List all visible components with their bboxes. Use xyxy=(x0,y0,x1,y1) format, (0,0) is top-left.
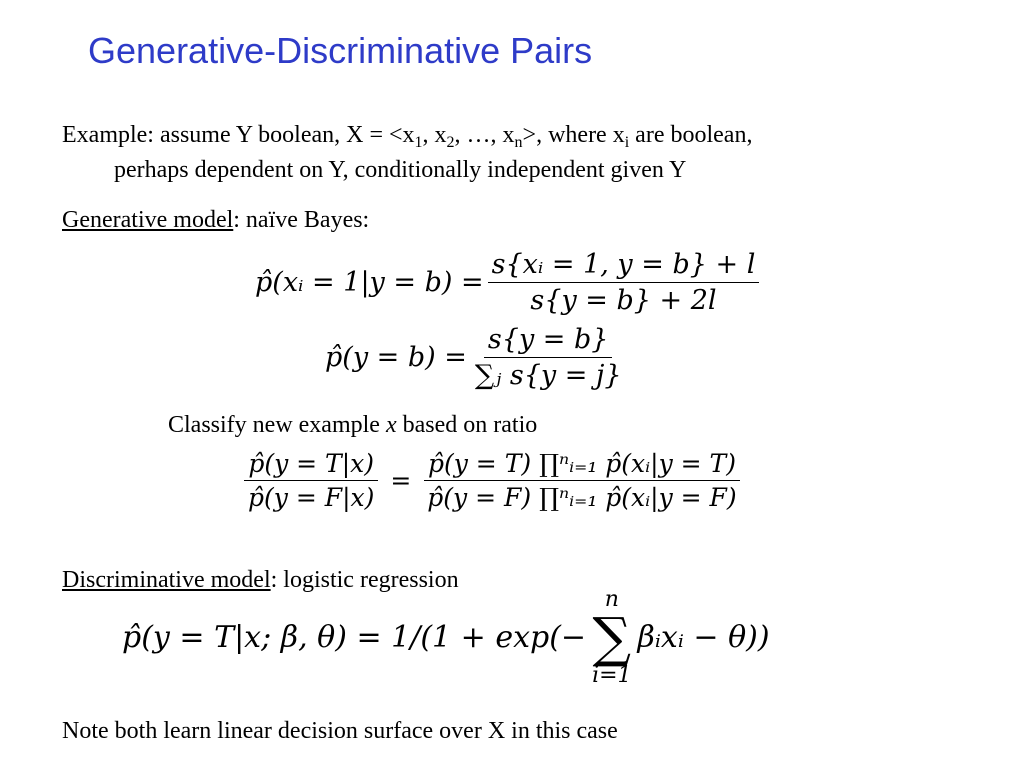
ratio-formula xyxy=(240,440,745,520)
nb-prior-num: s{y = b} xyxy=(484,324,613,358)
sub-1: 1 xyxy=(414,134,423,151)
example-line-1 xyxy=(62,120,752,151)
example-c3: , …, x xyxy=(454,122,515,148)
example-line-2: perhaps dependent on Y, conditionally independent given Y xyxy=(114,157,687,183)
ratio-equals: = xyxy=(390,465,412,495)
example-c2: , x xyxy=(422,122,447,148)
slide-title: Generative-Discriminative Pairs xyxy=(88,30,593,71)
nb-prior-fraction xyxy=(471,324,626,391)
logistic-rhs: βᵢxᵢ − θ)) xyxy=(637,620,770,655)
ratio-left-fraction xyxy=(244,449,378,512)
logistic-formula xyxy=(122,586,770,688)
nb-prior-lhs: p̂(y = b) = xyxy=(325,342,467,373)
example-intro: Example: assume Y boolean, X = <x xyxy=(62,122,415,148)
logistic-sum xyxy=(592,586,632,688)
nb-likelihood-lhs: p̂(xᵢ = 1|y = b) = xyxy=(255,267,484,298)
generative-heading xyxy=(62,205,369,236)
ratio-right-num: p̂(y = T) ∏ⁿᵢ₌₁ p̂(xᵢ|y = T) xyxy=(424,449,740,481)
discriminative-tail: : logistic regression xyxy=(270,567,459,593)
example-c4: >, where x xyxy=(522,122,625,148)
logistic-lhs: p̂(y = T|x; β, θ) = 1/(1 + exp(− xyxy=(122,620,587,655)
ratio-right-fraction xyxy=(423,449,740,512)
example-tail: are boolean, xyxy=(629,122,753,148)
sum-icon: ∑ xyxy=(592,605,632,669)
note-text: Note both learn linear decision surface over X in this case xyxy=(62,718,618,744)
generative-tail: : naïve Bayes: xyxy=(233,207,370,233)
nb-likelihood-num: s{xᵢ = 1, y = b} + l xyxy=(488,249,760,283)
classify-post: based on ratio xyxy=(396,412,538,438)
sum-bottom: i=1 xyxy=(592,662,632,688)
ratio-left-den: p̂(y = F|x) xyxy=(248,482,375,512)
sub-n: n xyxy=(514,134,523,151)
classify-x: x xyxy=(385,412,397,438)
sub-2: 2 xyxy=(446,134,455,151)
nb-likelihood-den: s{y = b} + 2l xyxy=(530,285,717,316)
discriminative-label: Discriminative model xyxy=(62,567,271,593)
nb-likelihood-fraction xyxy=(488,249,760,316)
sum-top: n xyxy=(604,586,619,612)
generative-label: Generative model xyxy=(62,207,234,233)
classify-text xyxy=(168,410,537,441)
nb-likelihood-formula xyxy=(255,245,763,320)
ratio-right-den: p̂(y = F) ∏ⁿᵢ₌₁ p̂(xᵢ|y = F) xyxy=(427,482,737,512)
nb-prior-formula xyxy=(325,320,630,395)
ratio-left-num: p̂(y = T|x) xyxy=(244,449,378,481)
sub-i: i xyxy=(624,134,630,151)
nb-prior-den: ∑ⱼ s{y = j} xyxy=(474,360,622,391)
classify-pre: Classify new example xyxy=(168,412,386,438)
